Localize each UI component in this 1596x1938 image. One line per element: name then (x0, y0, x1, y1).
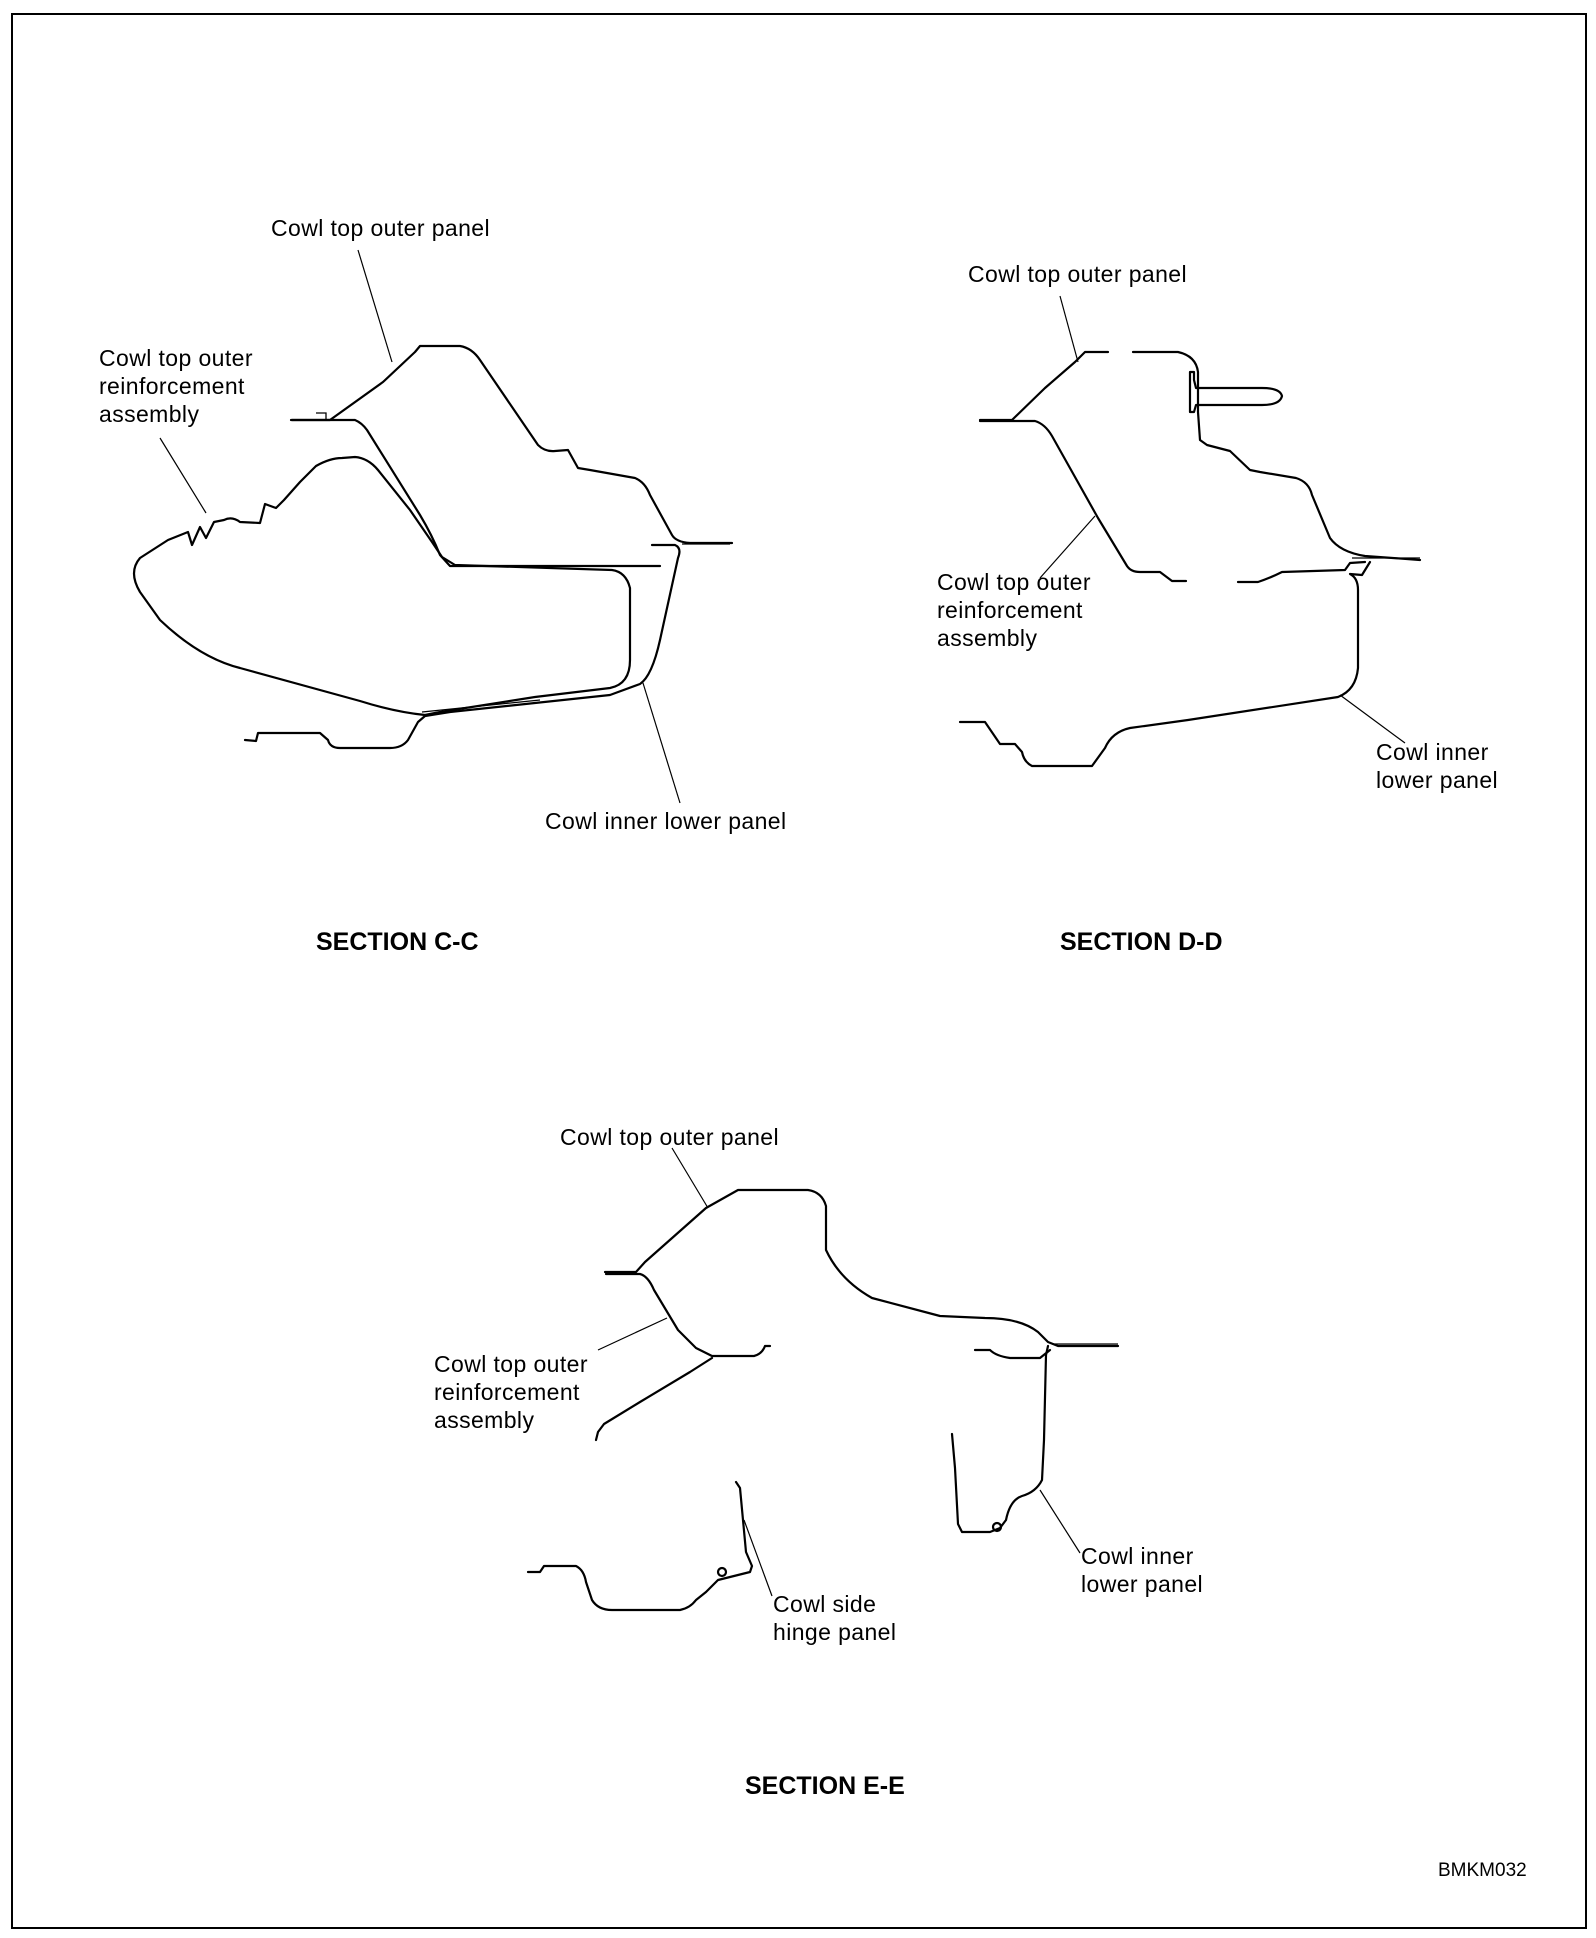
leader-c-reinforcement (160, 438, 206, 513)
c-inner-lower-panel (245, 545, 679, 748)
leader-lines (160, 250, 1405, 1596)
leader-d-top-outer (1060, 296, 1078, 362)
label-d-reinforcement-assembly: Cowl top outer reinforcement assembly (937, 569, 1091, 651)
e-side-hinge-panel (528, 1482, 752, 1610)
e-reinforcement (606, 1274, 770, 1356)
e-inner-lower-panel (952, 1346, 1048, 1532)
d-top-outer-panel (980, 352, 1108, 420)
d-top-outer-panel-right (1133, 352, 1420, 560)
section-d-d-drawing (960, 352, 1420, 766)
e-top-outer-panel (605, 1190, 1118, 1346)
d-clip-fastener (1190, 372, 1282, 412)
section-e-e-drawing (528, 1190, 1118, 1610)
label-e-side-hinge-panel: Cowl side hinge panel (773, 1591, 897, 1645)
label-e-inner-lower-panel: Cowl inner lower panel (1081, 1543, 1204, 1597)
e-weld-dot (718, 1568, 726, 1576)
label-e-reinforcement-assembly: Cowl top outer reinforcement assembly (434, 1351, 588, 1433)
leader-e-inner-lower (1040, 1490, 1080, 1553)
label-d-inner-lower-panel: Cowl inner lower panel (1376, 739, 1499, 793)
leader-c-top-outer (358, 250, 392, 362)
section-d-d-title: SECTION D-D (1060, 928, 1223, 956)
label-c-top-outer-panel: Cowl top outer panel (271, 215, 490, 241)
d-reinforcement (980, 421, 1186, 581)
leader-e-reinforcement (598, 1318, 667, 1350)
leader-e-top-outer (672, 1148, 708, 1208)
section-c-c-title: SECTION C-C (316, 928, 479, 956)
leader-d-inner-lower (1340, 695, 1405, 743)
label-d-top-outer-panel: Cowl top outer panel (968, 261, 1187, 287)
c-reinforcement-upper (292, 420, 660, 566)
label-c-inner-lower-panel: Cowl inner lower panel (545, 808, 787, 834)
label-e-top-outer-panel: Cowl top outer panel (560, 1124, 779, 1150)
c-top-outer-panel (291, 346, 732, 543)
c-reinforcement-loop (134, 457, 630, 715)
leader-c-inner-lower (643, 683, 680, 803)
section-e-e-title: SECTION E-E (745, 1772, 905, 1800)
figure-code: BMKM032 (1438, 1860, 1527, 1881)
label-c-reinforcement-assembly: Cowl top outer reinforcement assembly (99, 345, 253, 427)
